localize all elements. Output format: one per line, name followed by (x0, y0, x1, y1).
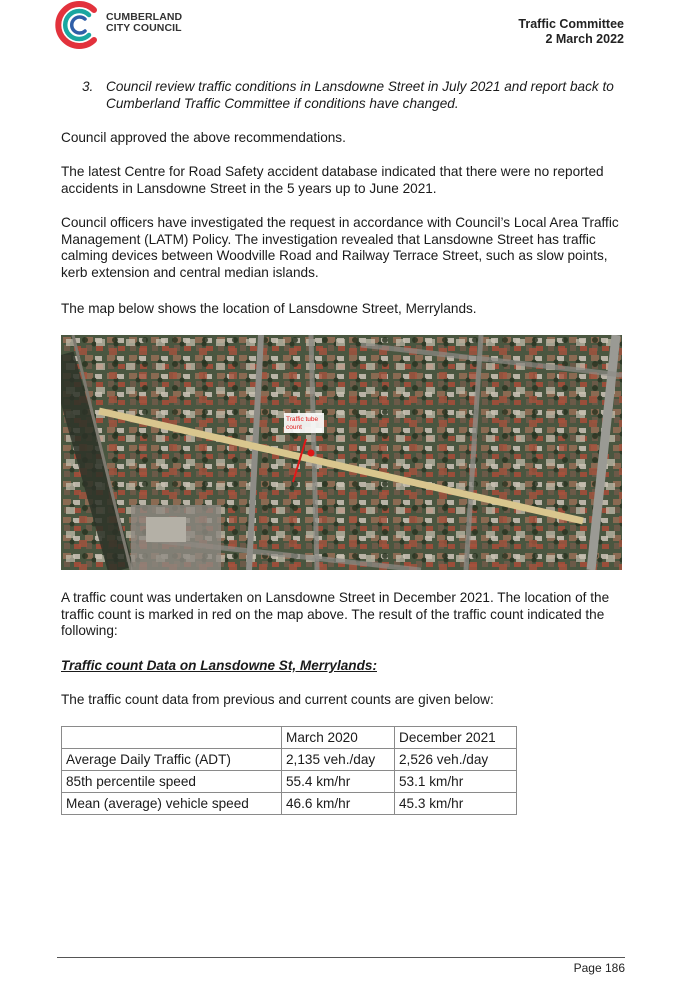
aerial-map (61, 335, 622, 570)
map-label-line1: Traffic tube (286, 416, 319, 423)
table-cell: 55.4 km/hr (282, 771, 395, 793)
paragraph-investigation (61, 215, 626, 281)
paragraph-table-intro (61, 692, 626, 709)
table-cell: Average Daily Traffic (ADT) (62, 749, 282, 771)
table-cell: 2,526 veh./day (395, 749, 517, 771)
table-header-cell: March 2020 (282, 727, 395, 749)
table-header-row (62, 727, 517, 749)
council-logo (52, 0, 212, 52)
table-cell: 85th percentile speed (62, 771, 282, 793)
table-row (62, 749, 517, 771)
table-cell: Mean (average) vehicle speed (62, 793, 282, 815)
committee-name: Traffic Committee (518, 17, 624, 31)
paragraph-approved (61, 130, 626, 147)
traffic-count-marker (308, 450, 315, 457)
footer-divider (57, 957, 625, 958)
paragraph-accident-data (61, 164, 626, 197)
paragraph-map-intro-text: The map below shows the location of Lansdowne Street, Merrylands. (61, 301, 477, 316)
table-header-cell (62, 727, 282, 749)
map-label-line2: count (286, 424, 302, 431)
recommendation-item-3 (82, 79, 622, 112)
item-number: 3. (82, 79, 94, 94)
paragraph-accident-data-text: The latest Centre for Road Safety accident database indicated that there were no reported accidents in Lansdowne Street in the 5 years up to June 2021. (61, 164, 604, 196)
table-header-cell: December 2021 (395, 727, 517, 749)
aerial-map-image (61, 335, 622, 570)
paragraph-investigation-text: Council officers have investigated the request in accordance with Council’s Local Area Traffic Management (LATM) Policy. The investigation revealed that Lansdowne Street has traffic calming devices between Woodville Road and Railway Terrace Street, such as slow points, kerb extension and central median islands. (61, 215, 619, 280)
meeting-date: 2 March 2022 (545, 32, 624, 46)
traffic-count-table (61, 726, 517, 815)
document-header (518, 17, 624, 47)
council-name-line1: CUMBERLAND (106, 11, 183, 23)
paragraph-map-intro (61, 301, 626, 318)
paragraph-table-intro-text: The traffic count data from previous and current counts are given below: (61, 692, 494, 707)
item-text: Council review traffic conditions in Lansdowne Street in July 2021 and report back to Cumberland Traffic Committee if conditions have changed. (106, 79, 614, 111)
table-cell: 45.3 km/hr (395, 793, 517, 815)
page-number: Page 186 (573, 961, 625, 975)
paragraph-approved-text: Council approved the above recommendations. (61, 130, 346, 145)
council-name-line2: CITY COUNCIL (106, 22, 182, 34)
table-cell: 2,135 veh./day (282, 749, 395, 771)
table-row (62, 771, 517, 793)
council-logo-icon (52, 0, 102, 50)
table-row (62, 793, 517, 815)
council-name (106, 12, 182, 34)
table-cell: 46.6 km/hr (282, 793, 395, 815)
paragraph-traffic-count-text: A traffic count was undertaken on Lansdowne Street in December 2021. The location of the traffic count is marked in red on the map above. The result of the traffic count indicated the following: (61, 590, 610, 638)
table-cell: 53.1 km/hr (395, 771, 517, 793)
section-heading: Traffic count Data on Lansdowne St, Merrylands: (61, 658, 377, 673)
paragraph-traffic-count (61, 590, 626, 640)
